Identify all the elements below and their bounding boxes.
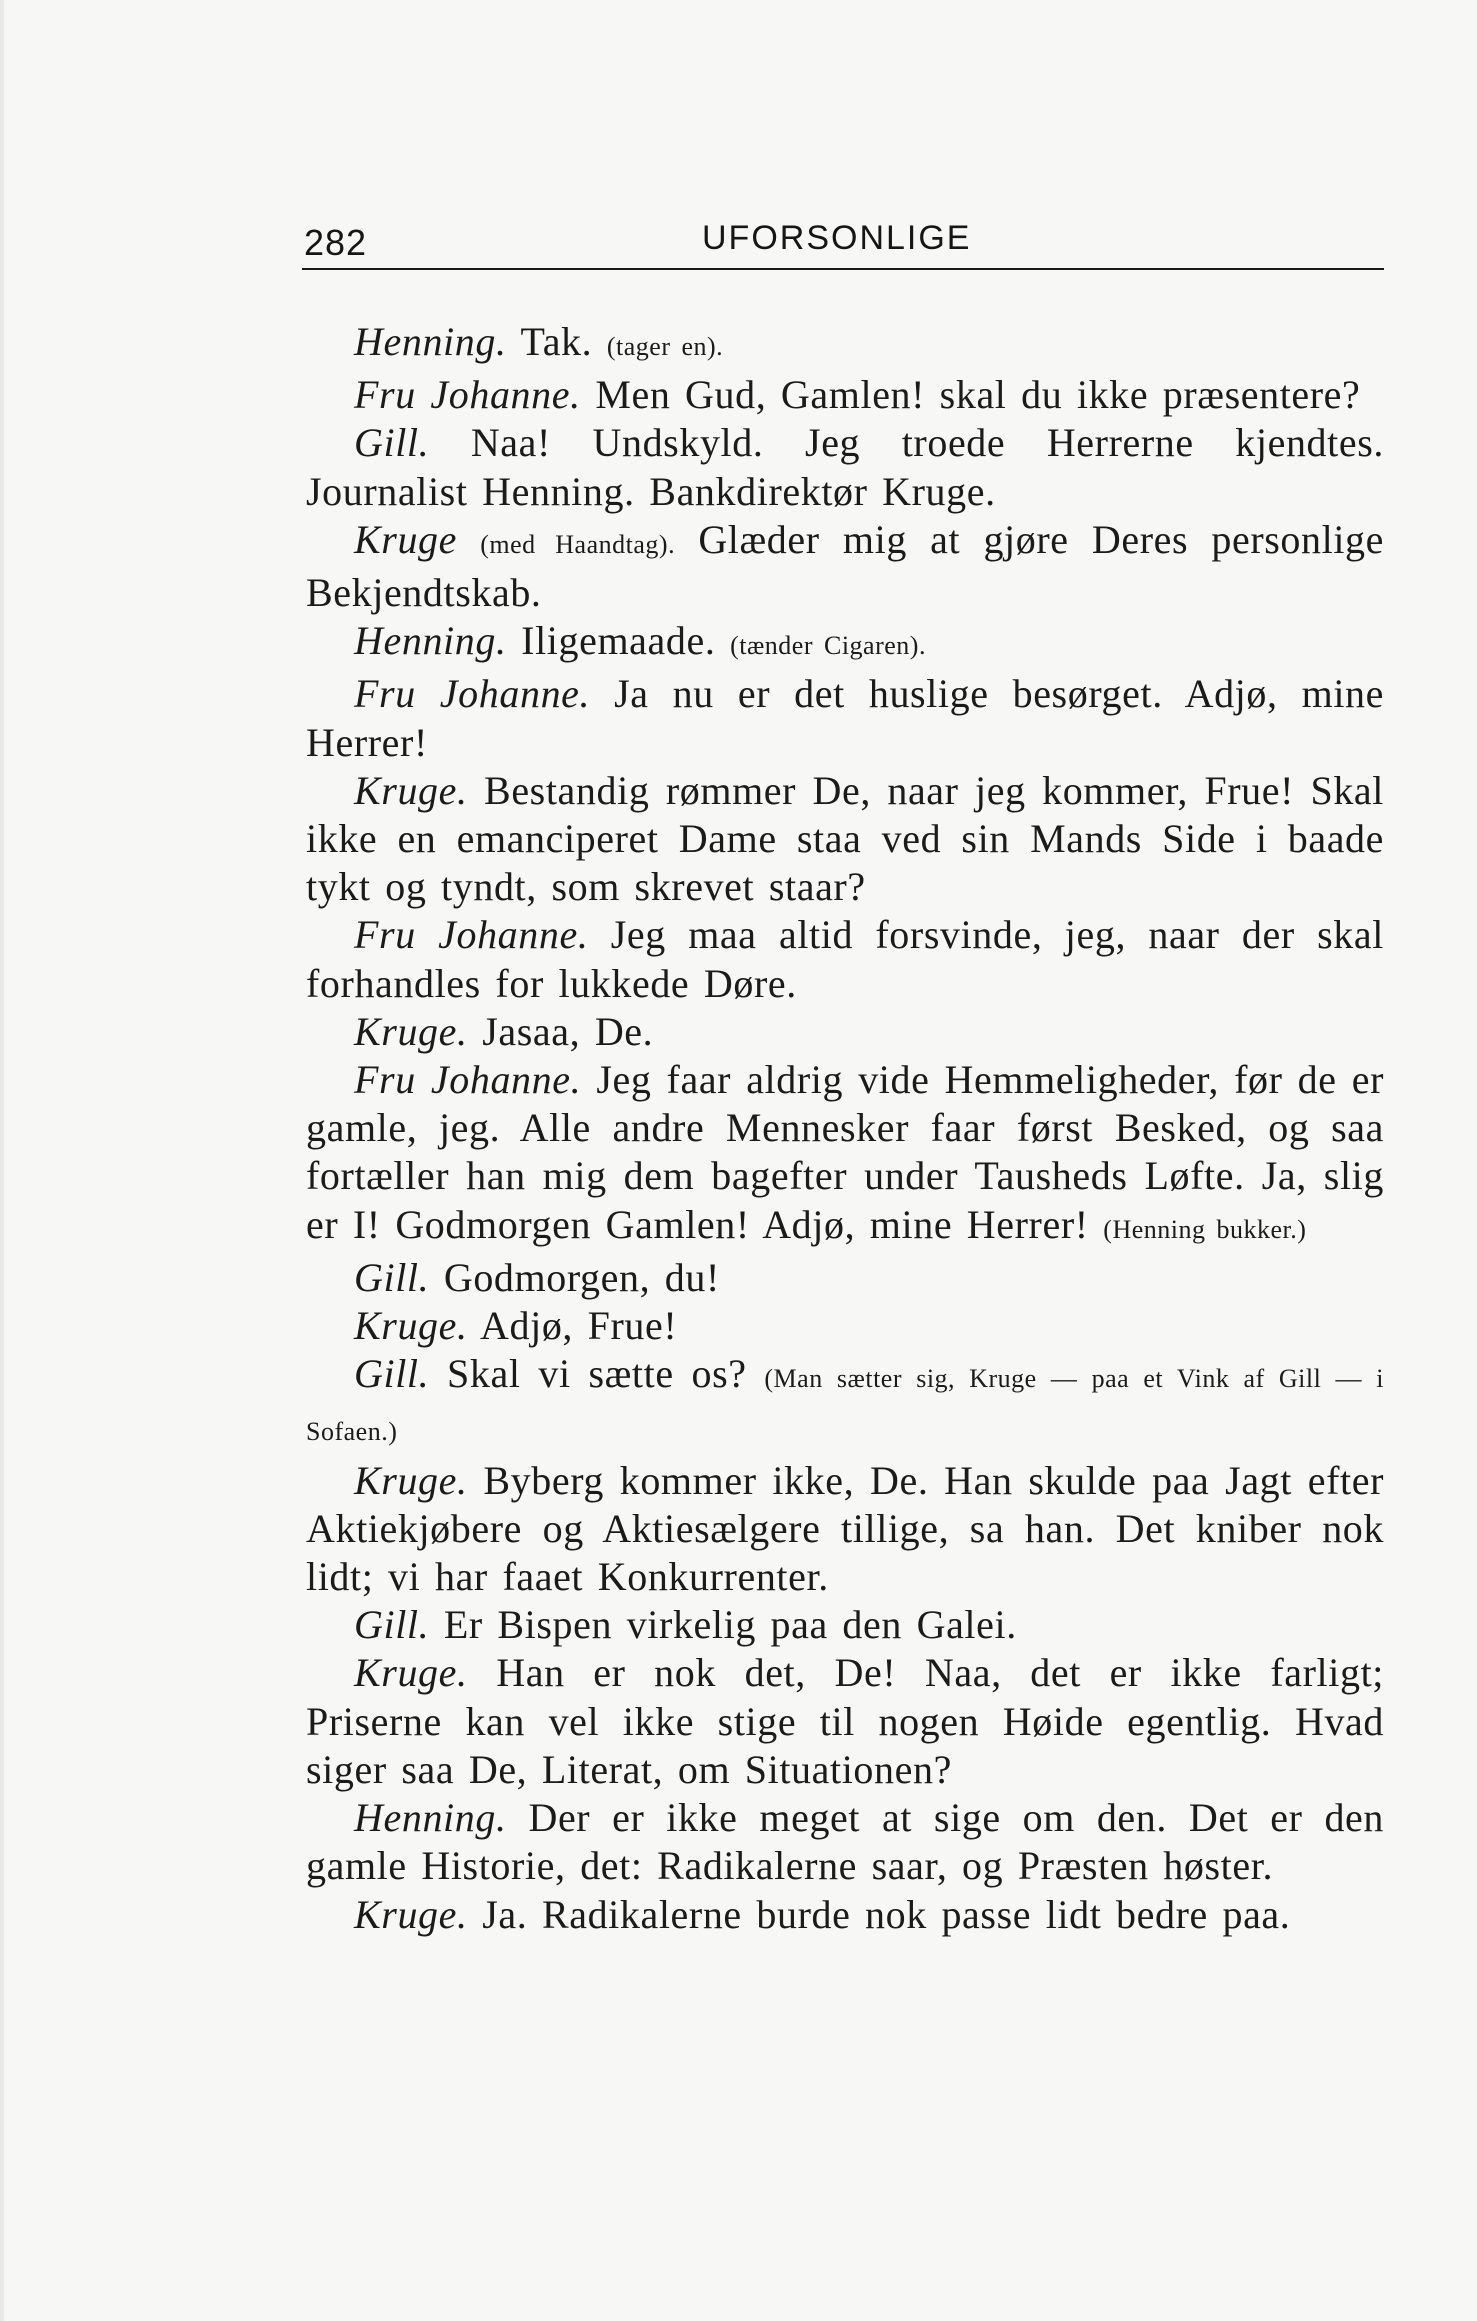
dialogue-line (306, 419, 1384, 515)
speaker-name: Fru Johanne. (354, 372, 581, 418)
dialogue-line (306, 911, 1384, 1007)
speaker-name: Gill. (354, 420, 430, 466)
speaker-name: Kruge. (354, 1891, 468, 1937)
dialogue-line (306, 516, 1384, 617)
speaker-name: Gill. (354, 1254, 430, 1300)
speaker-name: Gill. (354, 1351, 430, 1397)
dialogue-line (306, 1794, 1384, 1890)
speaker-name: Kruge (354, 516, 457, 562)
speaker-name: Kruge. (354, 1303, 468, 1349)
speaker-name: Fru Johanne. (354, 1057, 582, 1103)
speaker-name: Kruge. (354, 1008, 468, 1054)
page-header (302, 210, 1384, 270)
dialogue-speech: Ja nu er det huslige besørget. Adjø, mine Herrer! (306, 671, 1384, 765)
dialogue-line (306, 318, 1384, 371)
dialogue-line (306, 1056, 1384, 1254)
dialogue-speech: Iligemaade. (521, 618, 716, 664)
dialogue-speech: Er Bispen virkelig paa den Galei. (443, 1602, 1017, 1648)
speaker-name: Henning. (354, 319, 507, 364)
dialogue-speech: Jeg faar aldrig vide Hemmeligheder, før de er gamle, jeg. Alle andre Mennesker faar først Besked, og saa fortæller han mig dem bagefter under Tausheds Løfte. Ja, slig er I! Godmorgen Gamlen! Adjø, mine Herrer! (306, 1057, 1384, 1247)
dialogue-speech: Adjø, Frue! (480, 1303, 678, 1349)
dialogue-line (306, 371, 1384, 419)
stage-direction: (tager en). (606, 332, 724, 361)
dialogue-speech: Der er ikke meget at sige om den. Det er den gamle Historie, det: Radikalerne saar, og Præsten høster. (306, 1795, 1384, 1889)
dialogue-speech: Godmorgen, du! (443, 1254, 720, 1300)
dialogue-line (306, 1457, 1384, 1602)
speaker-name: Henning. (354, 618, 507, 664)
speaker-name: Fru Johanne. (354, 671, 591, 717)
speaker-name: Gill. (354, 1602, 430, 1648)
speaker-name: Fru Johanne. (354, 912, 589, 958)
dialogue-speech: Naa! Undskyld. Jeg troede Herrerne kjendtes. Journalist Henning. Bankdirektør Kruge. (306, 420, 1384, 514)
dialogue-speech: Jeg maa altid forsvinde, jeg, naar der skal forhandles for lukkede Døre. (306, 912, 1384, 1006)
dialogue-line (306, 1254, 1384, 1302)
dialogue-speech: Skal vi sætte os? (447, 1351, 747, 1397)
page-number: 282 (304, 222, 368, 263)
dialogue-speech: Jasaa, De. (482, 1008, 654, 1054)
stage-direction: (tænder Cigaren). (730, 631, 926, 661)
dialogue-speech: Byberg kommer ikke, De. Han skulde paa Jagt efter Aktiekjøbere og Aktiesælgere tillige, sa han. Det kniber nok lidt; vi har faaet Konkurrenter. (306, 1457, 1384, 1600)
dialogue-line (306, 1350, 1384, 1456)
dialogue-speech: Men Gud, Gamlen! skal du ikke præsentere? (595, 372, 1361, 418)
dialogue-speech: Bestandig rømmer De, naar jeg kommer, Frue! Skal ikke en emanciperet Dame staa ved sin Mands Side i baade tykt og tyndt, som skrevet staar? (306, 767, 1384, 910)
speaker-name: Kruge. (354, 767, 468, 813)
stage-direction: (med Haandtag). (480, 529, 676, 559)
dialogue-speech: Tak. (520, 319, 593, 364)
dialogue-text (306, 318, 1384, 1939)
dialogue-speech: Han er nok det, De! Naa, det er ikke farligt; Priserne kan vel ikke stige til nogen Høide egentlig. Hvad siger saa De, Literat, om Situationen? (306, 1650, 1384, 1792)
dialogue-line (306, 1649, 1384, 1794)
dialogue-line (306, 767, 1384, 912)
stage-direction: (Man sætter sig, Kruge — paa et Vink af Gill — i Sofaen.) (306, 1364, 1384, 1447)
dialogue-line (306, 1601, 1384, 1649)
dialogue-line (306, 1008, 1384, 1056)
stage-direction: (Henning bukker.) (1103, 1214, 1307, 1244)
speaker-name: Kruge. (354, 1457, 468, 1503)
dialogue-line (306, 617, 1384, 670)
speaker-name: Kruge. (354, 1650, 468, 1696)
dialogue-speech: Ja. Radikalerne burde nok passe lidt bedre paa. (482, 1891, 1291, 1937)
dialogue-line (306, 670, 1384, 766)
speaker-name: Henning. (354, 1795, 507, 1841)
dialogue-line (306, 1302, 1384, 1350)
running-title: UFORSONLIGE (702, 219, 972, 257)
dialogue-line (306, 1891, 1384, 1939)
dialogue-speech: Glæder mig at gjøre Deres personlige Bekjendtskab. (306, 516, 1384, 616)
